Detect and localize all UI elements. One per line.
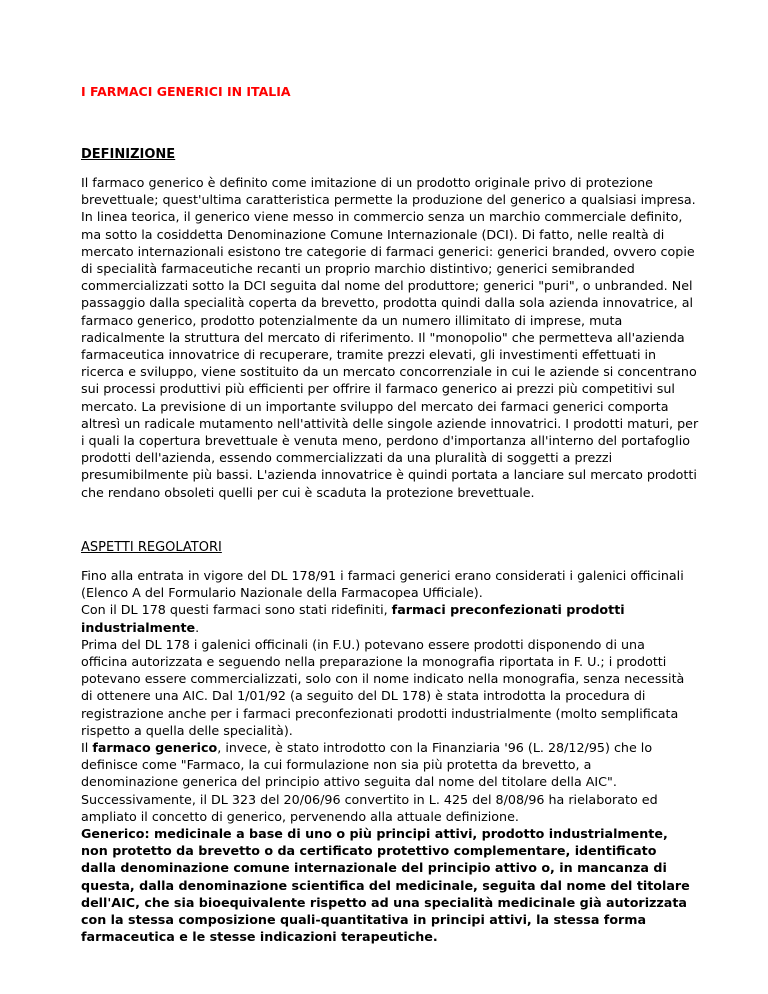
bold-term: farmaci preconfezionati prodotti — [391, 602, 625, 618]
text-line: rispetto a quella delle specialità). — [81, 722, 293, 738]
bold-definition-line: questa, dalla denominazione scientifica del medicinale, seguita dal nome del titolare — [81, 877, 690, 893]
aspetti-regolatori-paragraph — [81, 567, 711, 945]
text-line: passaggio dalla specialità coperta da brevetto, prodotta quindi dalla sola azienda innovatrice, al — [81, 295, 694, 311]
text-line: i quali la copertura brevettuale è venuta meno, perdono d'importanza all'interno del portafoglio — [81, 433, 690, 449]
text-line: sui processi produttivi più efficienti per offrire il farmaco generico ai prezzi più competitivi sul — [81, 381, 675, 397]
bold-definition-line: dalla denominazione comune internazionale del principio attivo o, in mancanza di — [81, 860, 667, 876]
text-line: altresì un radicale mutamento nell'attività delle singole aziende innovatrici. I prodotti maturi, per — [81, 415, 699, 431]
section-heading-aspetti-regolatori: ASPETTI REGOLATORI — [81, 540, 222, 555]
bold-definition-line: non protetto da brevetto o da certificato protettivo complementare, identificato — [81, 843, 657, 859]
section-heading-definizione: DEFINIZIONE — [81, 147, 176, 162]
bold-definition-line: farmaceutica e le stesse indicazioni terapeutiche. — [81, 929, 438, 945]
bold-definition-line: dell'AIC, che sia bioequivalente rispetto ad una specialità medicinale già autorizzata — [81, 894, 687, 910]
bold-definition-line: Generico: medicinale a base di uno o più principi attivi, prodotto industrialmente, — [81, 826, 668, 842]
text-line: Fino alla entrata in vigore del DL 178/91 i farmaci generici erano considerati i galenici officinali — [81, 568, 684, 583]
text-line: di specialità farmaceutiche recanti un proprio marchio distintivo; generici semibranded — [81, 261, 635, 277]
text-line: di ottenere una AIC. Dal 1/01/92 (a seguito del DL 178) è stata introdotta la procedura di — [81, 688, 646, 704]
text-line: brevettuale; quest'ultima caratteristica permette la produzione del generico a qualsiasi impresa. — [81, 192, 696, 208]
text-line: definisce come "Farmaco, la cui formulazione non sia più protetta da brevetto, a — [81, 757, 592, 773]
text-line: farmaco generico, prodotto potenzialmente da un numero illimitato di imprese, muta — [81, 312, 623, 328]
text-line — [81, 619, 711, 636]
text-line — [81, 601, 711, 618]
text-line: farmaceutica innovatrice di recuperare, tramite prezzi elevati, gli investimenti effettuati in — [81, 347, 657, 363]
text-line: presumibilmente più bassi. L'azienda innovatrice è quindi portata a lanciare sul mercato prodotti — [81, 467, 697, 483]
text-span: , invece, è stato introdotto con la Finanziaria '96 (L. 28/12/95) che lo — [217, 740, 653, 756]
text-line — [81, 739, 711, 756]
text-line: ricerca e sviluppo, viene sostituito da un mercato concorrenziale in cui le aziende si concentrano — [81, 364, 697, 380]
text-line: registrazione anche per i farmaci preconfezionati prodotti industrialmente (molto semplificata — [81, 705, 679, 721]
text-line: mercato. La previsione di un importante sviluppo del mercato dei farmaci generici comporta — [81, 398, 669, 414]
text-line: officina autorizzata e seguendo nella preparazione la monografia riportata in F. U.; i prodotti — [81, 654, 667, 670]
text-line: ma sotto la cosiddetta Denominazione Comune Internazionale (DCI). Di fatto, nelle realtà di — [81, 226, 665, 242]
text-line: Il farmaco generico è definito come imitazione di un prodotto originale privo di protezione — [81, 175, 653, 190]
definizione-paragraph — [81, 174, 711, 501]
text-line: radicalmente la struttura del mercato di riferimento. Il "monopolio" che permetteva all'azienda — [81, 329, 685, 345]
text-line: potevano essere commercializzati, solo con il nome indicato nella monografia, senza necessità — [81, 671, 685, 687]
text-line: (Elenco A del Formulario Nazionale della Farmacopea Ufficiale). — [81, 585, 483, 601]
bold-definition-line: con la stessa composizione quali-quantitativa in principi attivi, la stessa forma — [81, 912, 647, 928]
text-line: Successivamente, il DL 323 del 20/06/96 convertito in L. 425 del 8/08/96 ha rielaborato ed — [81, 791, 658, 807]
text-line: denominazione generica del principio attivo seguita dal nome del titolare della AIC". — [81, 774, 617, 790]
text-span: Con il DL 178 questi farmaci sono stati ridefiniti, — [81, 602, 392, 618]
document-title: I FARMACI GENERICI IN ITALIA — [81, 84, 291, 99]
bold-term: industrialmente — [81, 619, 196, 635]
text-line: prodotti dell'azienda, essendo commercializzati da una pluralità di soggetti a prezzi — [81, 450, 613, 466]
text-line: Prima del DL 178 i galenici officinali (in F.U.) potevano essere prodotti disponendo di una — [81, 636, 645, 652]
text-span: Il — [81, 740, 93, 756]
text-span: . — [195, 619, 200, 635]
text-line: mercato internazionali esistono tre categorie di farmaci generici: generici branded, ovvero copie — [81, 243, 695, 259]
bold-term: farmaco generico — [92, 740, 218, 756]
text-line: In linea teorica, il generico viene messo in commercio senza un marchio commerciale definito, — [81, 209, 683, 225]
text-line: commercializzati sotto la DCI seguita dal nome del produttore; generici "puri", o unbranded. Nel — [81, 278, 693, 294]
text-line: che rendano obsoleti quelli per cui è scaduta la protezione brevettuale. — [81, 484, 535, 500]
text-line: ampliato il concetto di generico, pervenendo alla attuale definizione. — [81, 808, 519, 824]
